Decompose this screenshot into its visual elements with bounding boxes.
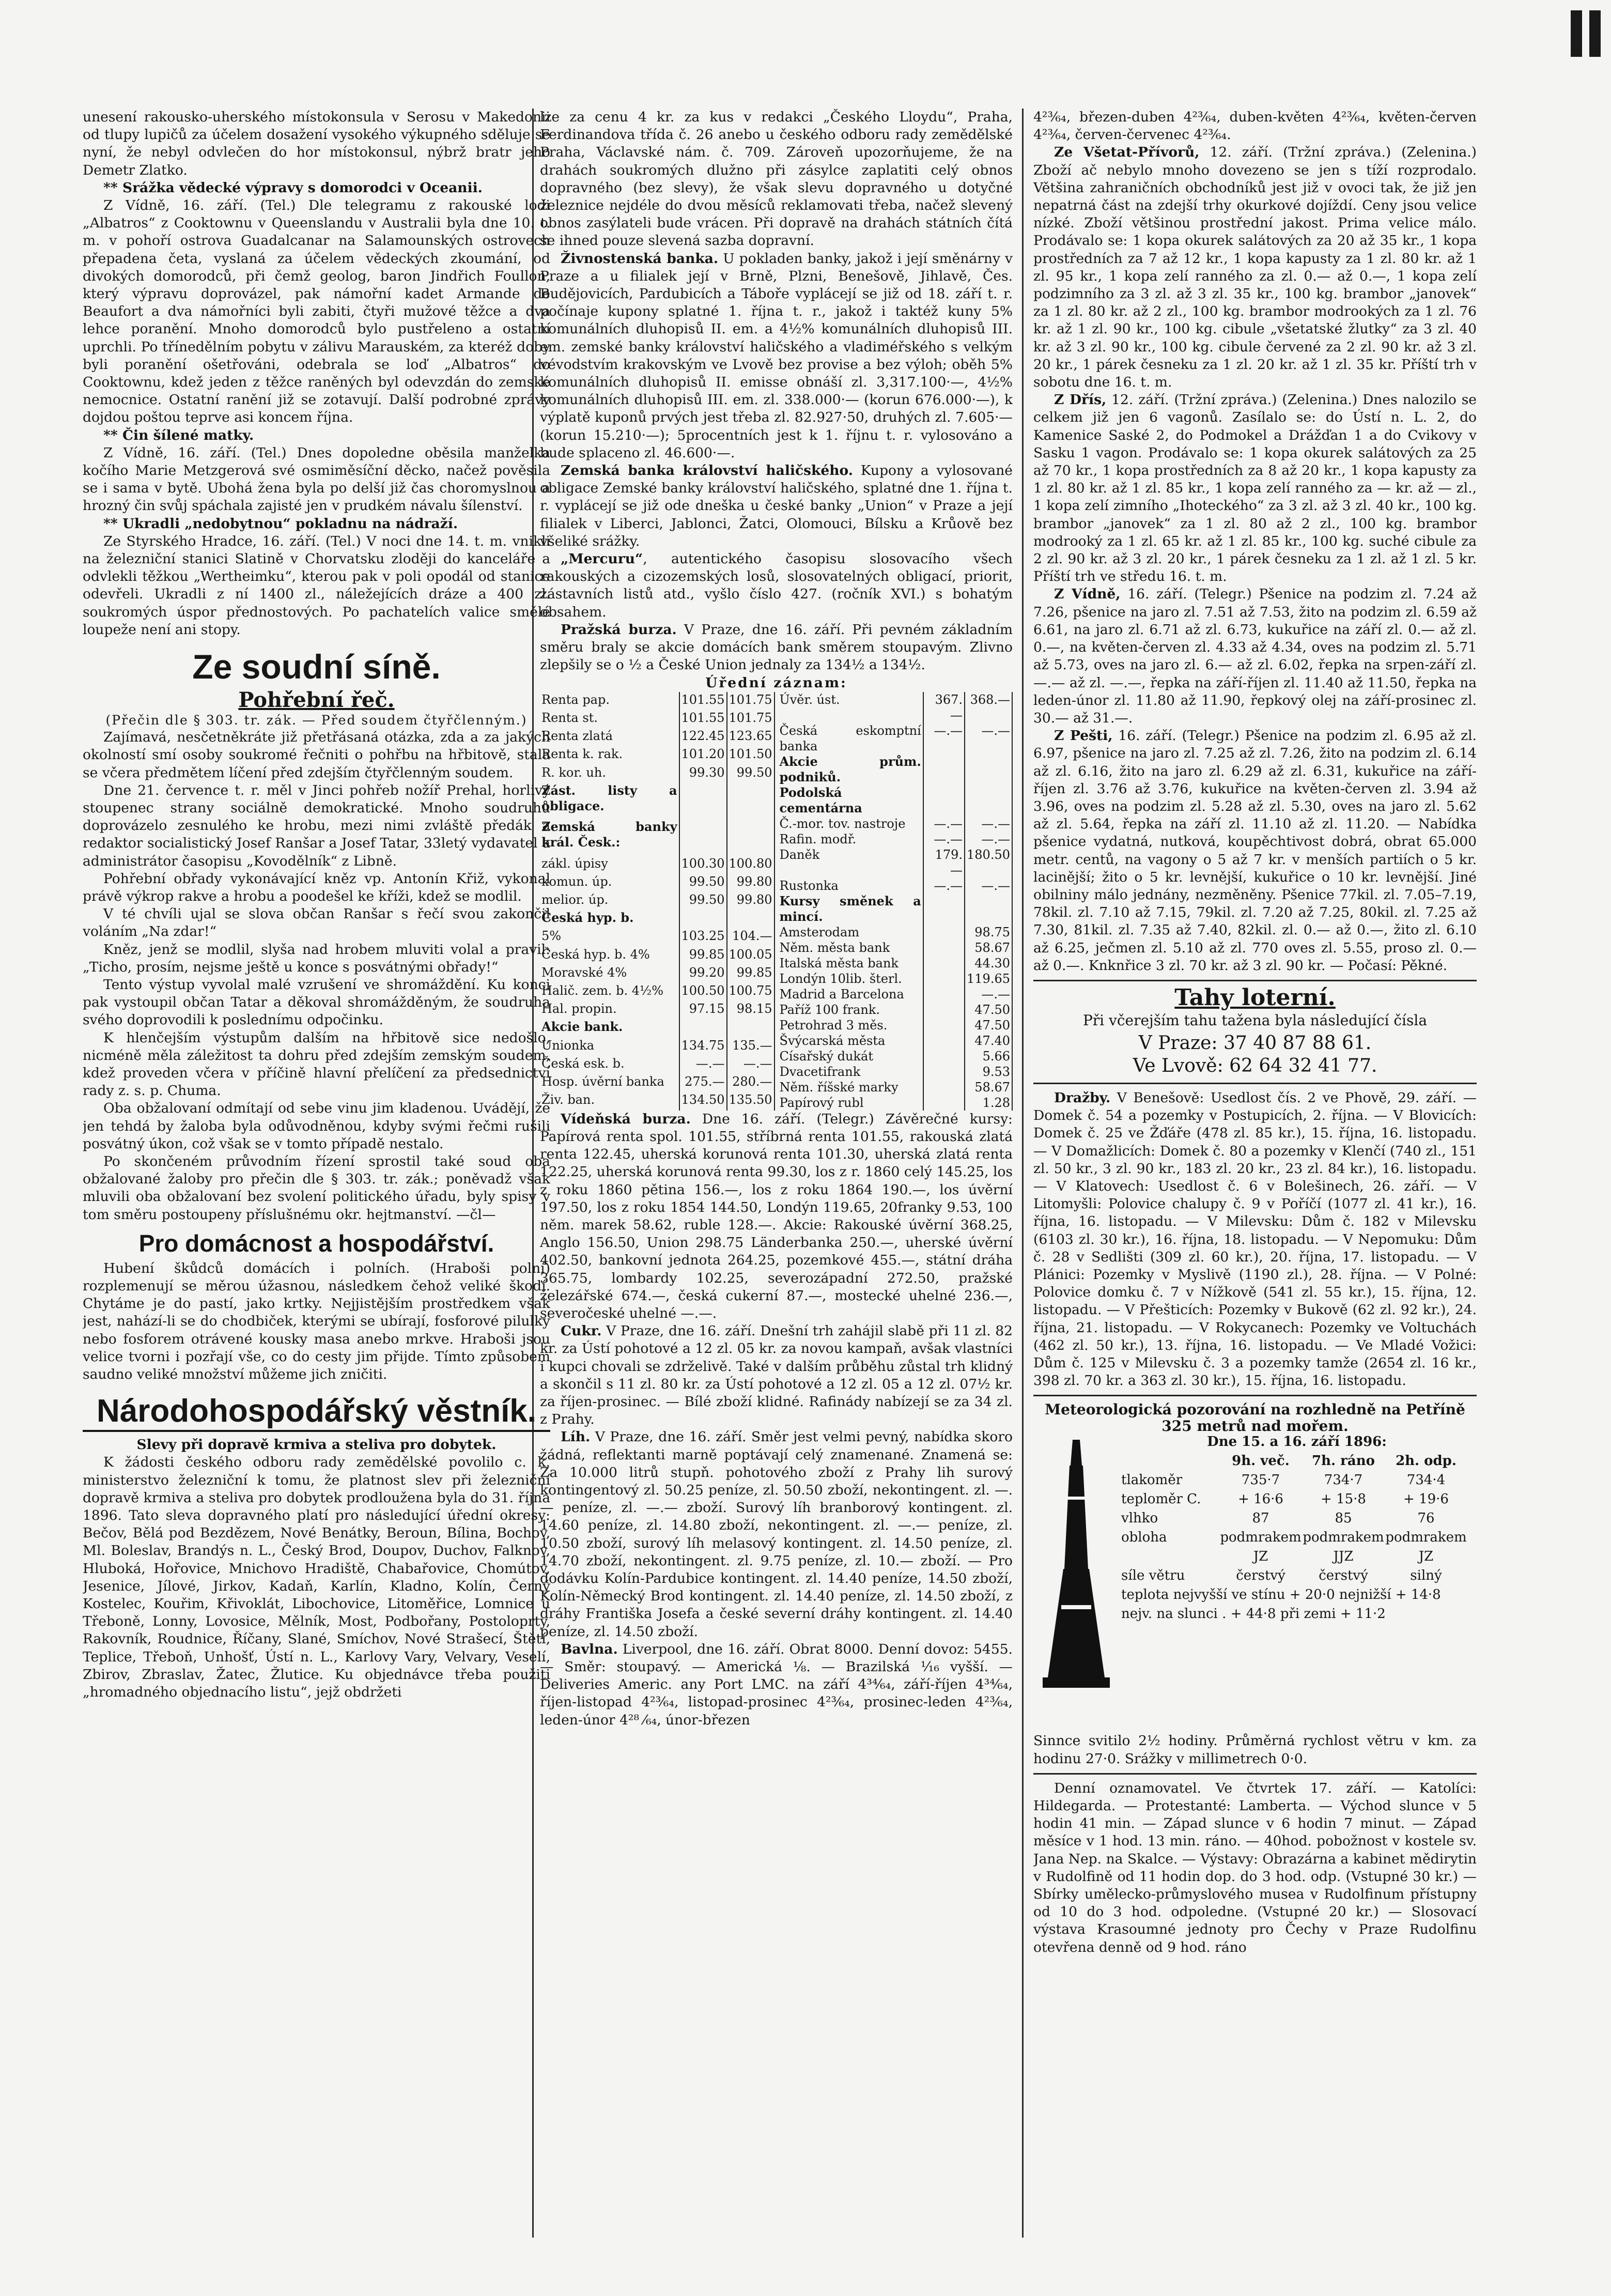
meteo-label: vlhko [1121, 1511, 1158, 1527]
meteo-header-row [1121, 1452, 1473, 1471]
quote-value [923, 1080, 965, 1095]
article-text: unesení rakousko-uherského místokonsula v Serosu v Makedonii od tlupy lupičů za účelem dosažení vysokého výkupného sděluje se nyní, že nebyl odvlečen do hor místokonsul, nýbrž bratr jeho Demetr Zlatko. [83, 109, 550, 178]
quote-value: 47.50 [965, 1018, 1012, 1033]
quote-value [923, 924, 965, 940]
article-text: V Benešově: Usedlost čís. 2 ve Phově, 29. září. — Domek č. 54 a pozemky v Postupicích, 2. října. — V Blovicích: Domek č. 25 ve Žďáře (478 zl. 85 kr.), 15. října, 16. listopadu. — V Domažlicích: Domek č. 80 a pozemky v Klenčí (740 zl., 151 zl. 50 kr., 3 zl. 90 kr., 183 zl. 20 kr., 23 zl. 84 kr.), 16. listopadu. — V Klatovech: Usedlost č. 6 v Bolešinech, 26. září. — V Litomyšli: Polovice chalupy č. 9 v Poříčí (1077 zl. 41 kr.), 16. října, 16. listopadu. — V Milevsku: Dům č. 182 v Milevsku (6103 zl. 30 kr.), 16. října, 18. listopadu. — V Nepomuku: Dům č. 28 v Sedlišti (309 zl. 60 kr.), 20. října, 17. listopadu. — V Plánici: Pozemky v Myslivě (1190 zl.), 28. října. — V Polné: Polovice domku č. 7 v Nížkově (541 zl. 55 kr.), 15. října, 12. listopadu. — V Přešticích: Pozemky v Bukově (62 zl. 92 kr.), 24. října, 21. listopadu. — V Rokycanech: Pozemky ve Voltuchách (462 zl. 50 kr.), 13. října, 16. listopadu. — Ve Mladé Vožici: Dům č. 125 v Milevsku č. 3 a pozemky tamže (2654 zl. 16 kr., 398 zl. 70 kr. a 363 zl. 30 kr.), 15. října, 16. listopadu. [1033, 1089, 1477, 1389]
quote-label: Hosp. úvěrní banka [540, 1074, 679, 1092]
quote-row [540, 892, 774, 910]
quote-value [923, 987, 965, 1002]
meteo-value: silný [1410, 1568, 1442, 1584]
article-text: lze za cenu 4 kr. za kus v redakci „Českého Lloydu“, Praha, Ferdinandova třída č. 26 anebo u českého odboru rady zemědělské Praha, Václavské nám. č. 709. Zároveň upozorňujeme, že na drahách soukromých dlužno při zásylce zaplatiti celý obnos dopravného (bez slevy), že však slevu dopravného u dotyčné železnice nejdéle do dvou měsíců reklamovati třeba, načež slevený obnos zasýlateli bude vrácen. Při dopravě na drahách státních čítá se ihned pouze slevená sazba dopravní. [540, 109, 1013, 249]
quote-label: komun. úp. [540, 874, 679, 892]
quote-value: 119.65 [965, 971, 1012, 987]
article-text: V té chvíli ujal se slova občan Ranšar s řečí svou zakončil voláním „Na zdar!“ [83, 906, 550, 940]
quote-value: —.— [923, 723, 965, 754]
quote-label: Česká hyp. b. [540, 910, 679, 928]
article-text: Ze Styrského Hradce, 16. září. (Tel.) V noci dne 14. t. m. vnikli na železniční stanici Slatině v Chorvatsku zloději do kanceláře a odvlekli těžkou „Wertheimku“, kterou pak v poli opodál od stanice odevřeli. Ukradli z ní 1400 zl., náležejících dráze a 400 zl. soukromých úspor přednostových. Po pachatelích valice smělé loupeže není ani stopy. [83, 533, 550, 638]
quote-label: Podolská cementárna [778, 785, 923, 816]
quote-label: Akcie prům. podniků. [778, 754, 923, 785]
lottery-row: Ve Lvově: 62 64 32 41 77. [1133, 1055, 1377, 1076]
quote-value: 368.— [965, 692, 1012, 723]
quote-value [923, 754, 965, 785]
section-divider [1033, 1395, 1477, 1396]
article-headline: ** Srážka vědecké výpravy s domorodci v Oceanii. [103, 179, 483, 196]
quote-value: 47.40 [965, 1033, 1012, 1049]
quote-value: —.— [923, 831, 965, 847]
meteo-value: 85 [1335, 1511, 1352, 1527]
quote-row [540, 710, 774, 728]
quote-value: 97.15 [679, 1001, 727, 1019]
quote-row [778, 847, 1013, 878]
quote-value [679, 1019, 727, 1037]
meteo-header-cell: 9h. več. [1232, 1453, 1290, 1469]
article-text: K hlenčejším výstupům dalším na hřbitově sice nedošlo, nicméně měla záležitost ta dohru před zdejším zemským soudem, kdež proveden včera v příčině hlavní přelíčení za předsednictví rady z. s. p. Chuma. [83, 1029, 550, 1099]
quote-label: Papírový rubl [778, 1095, 923, 1111]
meteo-date: Dne 15. a 16. září 1896: [1207, 1434, 1387, 1450]
article-text: , autentického časopisu slosovacího všech rakouských a cizozemských losů, slosovatelných obligací, priorit, zástavních listů atd., vyšlo číslo 427. (ročník XVI.) s bohatým obsahem. [540, 551, 1013, 620]
meteo-label: tlakoměr [1121, 1472, 1183, 1488]
quote-label: Renta k. rak. [540, 746, 679, 764]
lottery-rows [1033, 1032, 1477, 1077]
quote-label: Petrohrad 3 měs. [778, 1018, 923, 1033]
article-text: V Praze, dne 16. září. Směr jest velmi pevný, nabídka skoro žádná, reflektanti marně poptávají celý znamenané. Znamená se: Za 10.000 litrů stupň. pohotového zboží z Prahy lih surový kontingentový zl. 50.25 peníze, zl. 50.50 zboží, nekontingent. zl. —.— peníze, zl. —.— zboží. Surový líh branborový kontingent. zl. 14.60 peníze, zl. 14.80 zboží, nekontingent. zl. —.— peníze, zl. 10.50 zboží, surový líh melasový kontingent. zl. 14.50 peníze, zl. 14.70 zboží, nekontingent. zl. 9.75 peníze, zl. 10.— zboží. — Pro dodávku Kolín-Pardubice kontingent. zl. 14.40 peníze, 14.50 zboží, Kolín-Německý Brod kontingent. zl. 14.40 peníze, zl. 14.50 zboží, z dráhy Františka Josefa a české severní dráhy kontingent. zl. 14.40 peníze, zl. 14.50 zboží. [540, 1429, 1013, 1640]
quote-value [923, 1064, 965, 1080]
quote-label: 5% [540, 928, 679, 946]
meteo-value: + 15·8 [1321, 1491, 1366, 1507]
quote-label: Zást. listy a obligace. [540, 783, 679, 819]
article-text: Z Vídně, 16. září. (Tel.) Dnes dopoledne oběsila manželka kočího Marie Metzgerová své osmiměsíční děcko, načež pověsila se i sama v bytě. Ubohá žena byla po delší již čas choromyslnou a hrozný čin svůj spáchala zajisté jen v prudkém návalu šílenství. [83, 444, 550, 514]
quote-value: 99.30 [679, 765, 727, 783]
quote-value [727, 910, 774, 928]
quote-label: Česká esk. b. [540, 1056, 679, 1074]
quote-value: —.— [965, 878, 1012, 893]
quote-value [923, 1049, 965, 1064]
lottery-title: Tahy loterní. [1174, 984, 1336, 1011]
article-text: 4²³⁄₆₄, březen-duben 4²³⁄₆₄, duben-květen 4²³⁄₆₄, květen-červen 4²³⁄₆₄, červen-červenec 4²³⁄₆₄. [1033, 109, 1477, 143]
article-text: Pohřební obřady vykonávající kněz vp. Antonín Křiž, vykonal právě výkrop rakve a hrobu a poodešel ke kříži, kdež se modlil. [83, 870, 550, 904]
meteo-label [1121, 1547, 1219, 1566]
quote-row [540, 1074, 774, 1092]
article-headline: Vídeňská burza. [561, 1111, 691, 1127]
quote-row [778, 1080, 1013, 1095]
section-title-court: Ze soudní síně. [192, 648, 441, 686]
quote-value: 135.50 [727, 1092, 774, 1111]
quote-row [540, 765, 774, 783]
quote-row [778, 692, 1013, 723]
article-headline: Pražská burza. [561, 621, 677, 638]
quote-label: Halič. zem. b. 4½% [540, 983, 679, 1001]
quote-value: 100.50 [679, 983, 727, 1001]
quote-value: 9.53 [965, 1064, 1012, 1080]
quote-label: Unionka [540, 1038, 679, 1056]
quote-row [540, 728, 774, 746]
section-divider [1033, 1083, 1477, 1084]
quote-row [778, 1002, 1013, 1018]
article-headline: ** Čin šílené matky. [103, 427, 254, 443]
quote-label: Úvěr. úst. [778, 692, 923, 723]
quote-row [540, 983, 774, 1001]
article-text: 16. září. (Telegr.) Pšenice na podzim zl. 7.24 až 7.26, pšenice na jaro zl. 7.51 až 7.53, žito na podzim zl. 6.59 až 6.61, na jaro zl. 6.71 až zl. 6.73, kukuřice na září zl. 0.— až zl. 0.—, na květen-červen zl. 4.33 až 4.34, oves na podzim zl. 5.71 až 5.73, oves na jaro zl. 6.— až zl. 6.02, řepka na srpen-září zl. —.— až zl. —.—, řepka na září-říjen zl. 11.40 až 11.50, řepka na leden-únor zl. 11.80 až 11.90, řepkový olej na září-prosinec zl. 30.— až 31.—. [1033, 586, 1477, 726]
article-text: Liverpool, dne 16. září. Obrat 8000. Denní dovoz: 5455. — Směr: stoupavý. — Americká ⅛. — Brazilská ¹⁄₁₆ vyšší. — Deliveries Americ. any Port LMC. na září 4³⁴⁄₆₄, září-říjen 4³⁴⁄₆₄, říjen-listopad 4²³⁄₆₄, listopad-prosinec 4²³⁄₆₄, prosinec-leden 4²³⁄₆₄, leden-únor 4²⁸ ⁄₆₄, únor-březen [540, 1641, 1013, 1728]
meteo-row [1121, 1547, 1473, 1566]
quote-row [778, 893, 1013, 924]
quote-value [923, 956, 965, 971]
quote-value: 58.67 [965, 1080, 1012, 1095]
meteo-value: podmrakem [1385, 1530, 1467, 1546]
quote-value: 134.75 [679, 1038, 727, 1056]
article-text: 12. září. (Tržní zpráva.) (Zelenina.) Zboží ač nebylo mnoho dovezeno se jen s tíží rozprodalo. Většina zahraničních obchodníků jest již v ovoci tak, že již jen nepatrná část na zdejší trhy okurkové dojíždí. Ceny jsou velice nízké. Zboží většinou prostřední jakost. Prima velice málo. Prodávalo se: 1 kopa okurek salátových za 20 až 35 kr., 1 kopa prostředních za 7 až 12 kr., 1 kopa kapusty za 1 zl. 80 kr. až 1 zl. 95 kr., 1 kopa zelí ranného za zl. 0.— až 0.—, 1 kopa zelí podzimního za 3 zl. až 3 zl. 35 kr., 100 kg. brambor „janovek“ za 1 zl. 80 kr. až 2 zl., 100 kg. brambor modrookých za 1 zl. 76 kr. až 1 zl. 90 kr., 100 kg. cibule „všetatské žlutky“ za 3 zl. 40 kr. až 3 zl. 90 kr., 100 kg. cibule červené za 2 zl. 90 kr. až 3 zl. 20 kr., 1 párek česneku za 1 zl. 20 kr. až 1 zl. 35 kr. Příští trh v sobotu dne 16. t. m. [1033, 144, 1477, 391]
quote-row [540, 1092, 774, 1111]
article-headline: Ze Všetat-Přívorů, [1054, 144, 1200, 161]
quote-row [778, 1064, 1013, 1080]
quote-row [540, 947, 774, 965]
article-headline: Zemská banka království haličského. [561, 463, 853, 479]
quote-label: Daněk [778, 847, 923, 878]
quote-value: 100.80 [727, 856, 774, 874]
quotes-table-title: Úřední záznam: [705, 674, 847, 691]
quote-row [778, 754, 1013, 785]
article-text: Dne 16. září. (Telegr.) Závěrečné kursy: Papírová renta spol. 101.55, stříbrná renta 101.55, rakouská zlatá renta 122.45, uherská korunová renta 101.30, uherská zlatá renta 122.25, uherská korunová renta 99.30, los z r. 1860 celý 145.25, los z roku 1860 pětina 156.—, los z roku 1864 190.—, los úvěrní 197.50, los z roku 1854 144.50, Londýn 119.65, 20franky 9.53, 100 něm. marek 58.62, ruble 128.—. Akcie: Rakouské úvěrní 368.25, Anglo 156.50, Union 298.75 Länderbanka 250.—, uherské úvěrní 402.50, bankovní jednota 264.25, pozemkové 455.—, státní dráha 365.75, lombardy 102.25, severozápadní 272.50, pražské železářské 674.—, česká cukerní 87.—, mostecké uhelné 236.—, severočeské uhelné —.—. [540, 1111, 1013, 1321]
meteo-row [1121, 1509, 1473, 1528]
column-3 [1033, 109, 1477, 2238]
quote-row [540, 874, 774, 892]
quote-row [778, 816, 1013, 831]
quote-label: Paříž 100 frank. [778, 1002, 923, 1018]
quote-label: zákl. úpisy [540, 856, 679, 874]
quote-label: Něm. říšské marky [778, 1080, 923, 1095]
article-headline: ** Ukradli „nedobytnou“ pokladnu na nádraží. [103, 515, 458, 532]
quote-value: —.— [727, 1056, 774, 1074]
meteo-value: čerstvý [1319, 1568, 1368, 1584]
article-headline: Líh. [561, 1429, 591, 1445]
subsection-title: Pohřební řeč. [238, 688, 395, 713]
quote-label: Italská města bank [778, 956, 923, 971]
quote-value: 98.15 [727, 1001, 774, 1019]
quote-value [679, 783, 727, 819]
quote-value [923, 940, 965, 956]
article-headline: Živnostenská banka. [561, 250, 719, 267]
meteo-value: podmrakem [1220, 1530, 1302, 1546]
quote-value: 99.85 [727, 965, 774, 983]
article-headline: Dražby. [1054, 1089, 1111, 1106]
article-text: V Praze, dne 16. září. Při pevném základním směru braly se akcie domácích bank směrem stoupavým. Zlivno zlepšily se o ½ a České Union jednaly za 134½ a 134½. [540, 621, 1013, 673]
quote-label: Č.-mor. tov. nastroje [778, 816, 923, 831]
meteo-value: + 19·6 [1403, 1491, 1449, 1507]
column-1 [83, 109, 550, 2238]
quote-label: Renta pap. [540, 692, 679, 710]
quote-row [540, 856, 774, 874]
quote-row [540, 819, 774, 855]
article-text: Denní oznamovatel. Ve čtvrtek 17. září. — Katolíci: Hildegarda. — Protestanté: Lamberta. — Východ slunce v 5 hodin 41 min. — Západ slunce v 6 hodin 7 minut. — Západ měsíce v 1 hod. 13 min. ráno. — 40hod. pobožnost v kostele sv. Jana Nep. na Skalce. — Výstavy: Obrazárna a kabinet mědirytin v Rudolfině od 11 hodin dop. do 3 hod. odp. (Vstupné 30 kr.) — Sbírky umělecko-průmyslového musea v Rudolfinum přístupny od 10 do 3 hod. odpoledne. (Vstupné 20 kr.) — Slosovací výstava Krasoumné jednoty pro Čechy v Praze Rudolfinu otevřena denně od 9 hod. ráno [1033, 1780, 1477, 1955]
quote-value [923, 1095, 965, 1111]
quote-value: —.— [965, 831, 1012, 847]
article-headline: „Mercuru“ [561, 551, 643, 567]
quote-label: Renta st. [540, 710, 679, 728]
meteo-value: čerstvý [1236, 1568, 1285, 1584]
quote-value: 180.50 [965, 847, 1012, 878]
lottery-box [1033, 984, 1477, 1077]
meteo-value: JZ [1253, 1549, 1268, 1565]
quote-label: Rafin. modř. [778, 831, 923, 847]
quote-value: 101.20 [679, 746, 727, 764]
section-title-economy: Národohospodářský věstník. [83, 1393, 550, 1432]
quote-value: 99.80 [727, 874, 774, 892]
meteo-rows [1121, 1471, 1473, 1585]
quote-label: Amsterodam [778, 924, 923, 940]
article-headline: Bavlna. [561, 1641, 618, 1657]
quote-label: Renta zlatá [540, 728, 679, 746]
quote-label: Kursy směnek a mincí. [778, 893, 923, 924]
article-text: 16. září. (Telegr.) Pšenice na podzim zl. 6.95 až zl. 6.97, pšenice na jaro zl. 7.25 až zl. 7.26, žito na podzim zl. 6.14 až zl. 6.16, žito na jaro zl. 6.29 až zl. 6.31, kukuřice na září-říjen zl. 3.76 až 3.76, kukuřice na květen-červen zl. 3.94 až 3.96, oves na podzim zl. 5.28 až zl. 5.30, oves na jaro zl. 5.62 až zl. 5.64, řepka na září zl. 11.10 až zl. 11.20. — Nabídka pšenice vydatná, nutková, koupěchtivost dobrá, obrat 65.000 metr. centů, na vagony o 5 až 7 kr. v menších partiích o 5 kr. lacinější; žito o 5 kr. levnější, kukuřice o 10 kr. levnější. Jiné obilniny málo jednány, nezměněny. Pšenice 77kil. zl. 7.05–7.19, 78kil. zl. 7.10 až 7.15, 79kil. zl. 7.20 až 7.25, 80kil. zl. 7.25 až 7.30, 81kil. zl. 7.35 až 7.40, 82kil. zl. 0.— až 0.—, žito zl. 6.10 až 6.25, ječmen zl. 5.10 až zl. 770 oves zl. 5.55, proso zl. 0.— až 0.—. Knknřice 3 zl. 70 kr. až 3 zl. 90 kr. — Počasí: Pěkné. [1033, 728, 1477, 974]
article-text: V Praze, dne 16. září. Dnešní trh zahájil slabě při 11 zl. 82 kr. za Ústí pohotové a 12 zl. 05 kr. za novou kampaň, avšak vlastníci i kupci chovali se zdrželivě. Také v dalším průběhu zůstal trh klidný a skončil s 11 zl. 80 kr. za Ústí pohotové a 12 zl. 05 a 12 zl. 07½ kr. za říjen-prosinec. — Bílé zboží klidné. Rafinády nabízejí se za 34 zl. z Prahy. [540, 1323, 1013, 1428]
article-text: K žádosti českého odboru rady zemědělské povolilo c. k. ministerstvo železniční k tomu, že platnost slev při železniční dopravě krmiva a steliva pro dobytek prodloužena byla do 31. října 1896. Tato sleva dopravného platí pro následující úřední okresy: Bečov, Bělá pod Bezdězem, Nové Benátky, Beroun, Bílina, Bochov, Ml. Boleslav, Brandýs n. L., Český Brod, Doupov, Duchov, Falknov, Hluboká, Hořovice, Mnichovo Hradiště, Chabařovice, Chomútov, Jesenice, Jílové, Jirkov, Kadaň, Karlín, Kladno, Kolín, Černý Kostelec, Kouřim, Křivoklát, Libochovice, Litoměřice, Lomnice u Třeboně, Lonny, Lovosice, Mělník, Most, Podbořany, Postoloprty, Rakovník, Roudnice, Říčany, Slané, Smíchov, Nové Strašecí, Štětí, Teplice, Třeboň, Unhošť, Ústí n. L., Karlovy Vary, Velvary, Veselí, Zbirov, Zbraslav, Žatec, Žlutice. Ku objednávce třeba použiti „hromadného objednacího listu“, jejž obdržeti [83, 1454, 550, 1701]
quote-label: Švýcarská města [778, 1033, 923, 1049]
quote-value: 44.30 [965, 956, 1012, 971]
quote-value: 135.— [727, 1038, 774, 1056]
article-text: Z Vídně, 16. září. (Tel.) Dle telegramu z rakouské lodi „Albatros“ z Cooktownu v Queenslandu v Australii byla dne 10. t. m. v pohoří ostrova Guadalcanar na Salamounských ostrovech přepadena četa, vyslaná za účelem vědeckých zkoumání, od divokých domorodců, při čemž geolog, baron Jindřich Foullon, který výpravu doprovázel, pak námořní kadet Armande de Beaufort a dva námořníci byli zabiti, čtyři mužové těžce a dva lehce poranění. Mnoho domorodců bylo pustřeleno a ostatní uprchli. Po třínedělním pobytu v zálivu Marauském, za kteréž doby byli poranění ošetřováni, odebrala se loď „Albatros“ do Cooktownu, kdež jeden z těžce raněných byl odevzdán do zemské nemocnice. Ostatní ranění již se zotavují. Další podrobné zprávy dojdou poštou teprve asi koncem října. [83, 197, 550, 426]
meteo-note: teplota nejvyšší ve stínu + 20·0 nejnižší + 14·8 [1121, 1587, 1441, 1603]
article-text: Hubení škůdců domácích i polních. (Hraboši polní) rozplemenují se měrou úžasnou, následkem čehož veliké škodí. Chytáme je do pastí, jako krtky. Nejjistějším prostředkem však jest, nahází-li se do chodbiček, kterými se ubírají, fosforové pilulky nebo fosforem otrávené kousky masa anebo mrkve. Hraboši jsou velice tvorni i pozřají vše, co do cesty jim přijde. Tímto způsobem saudno veliké množství můžeme jich zničiti. [83, 1260, 550, 1382]
quote-value [923, 1018, 965, 1033]
column-rule [1022, 109, 1024, 2238]
column-2 [540, 109, 1013, 2238]
quote-value: 99.50 [679, 892, 727, 910]
quote-value [923, 1002, 965, 1018]
quote-value: 98.75 [965, 924, 1012, 940]
quote-row [540, 1001, 774, 1019]
lottery-subtitle: Při včerejším tahu tažena byla následující čísla [1082, 1011, 1428, 1029]
quote-label: Rustonka [778, 878, 923, 893]
article-text: Po skončeném průvodním řízení sprostil také soud oba obžalované žaloby pro přečin dle § 303. tr. zák.; poněvadž však mluvili oba obžalovaní bez svolení politického úřadu, byly spisy v tom směru postoupeny příslušnému okr. hejtmanství. —čl— [83, 1153, 550, 1223]
quote-row [778, 1049, 1013, 1064]
quote-value [727, 783, 774, 819]
quote-value: 58.67 [965, 940, 1012, 956]
quote-value [923, 1033, 965, 1049]
quote-value: 99.80 [727, 892, 774, 910]
quote-row [540, 910, 774, 928]
meteo-summary: Sinnce svitilo 2½ hodiny. Průměrná rychlost větru v km. za hodinu 27·0. Srážky v millimetrech 0·0. [1033, 1733, 1477, 1767]
court-subtitle: (Přečin dle § 303. tr. zák. — Před soudem čtyřčlenným.) [105, 713, 528, 728]
quote-value [727, 1019, 774, 1037]
quote-row [778, 1033, 1013, 1049]
meteo-row [1121, 1490, 1473, 1509]
quote-value: 101.75 [727, 710, 774, 728]
quote-label: Madrid a Barcelona [778, 987, 923, 1002]
lottery-row: V Praze: 37 40 87 88 61. [1138, 1032, 1372, 1054]
quote-value: 47.50 [965, 1002, 1012, 1018]
quote-value: 99.50 [679, 874, 727, 892]
quote-value: 280.— [727, 1074, 774, 1092]
quote-label: melior. úp. [540, 892, 679, 910]
quote-label: Něm. města bank [778, 940, 923, 956]
meteo-label: teploměr C. [1121, 1491, 1201, 1507]
meteo-value: podmrakem [1303, 1530, 1384, 1546]
quote-label: Česká eskomptní banka [778, 723, 923, 754]
article-text: Zajímavá, nesčetněkráte již přetřásaná otázka, zda a za jakých okolností smí osoby soukromé řečniti o pohřbu na hřbitově, stala se včera předmětem líčení před zdejším čtyřčlenným soudem. [83, 729, 550, 781]
quote-value: 101.50 [727, 746, 774, 764]
quote-row [540, 746, 774, 764]
quotes-table-right [778, 692, 1013, 1111]
article-text: U pokladen banky, jakož i její směnárny v Praze a u filialek její v Brně, Plzni, Benešově, Jihlavě, Čes. Budějovicích, Pardubicích a Táboře vyplácejí se již od 18. září t. r. počínaje kupony splatné 1. října t. r., jakož i taktéž kuny 5% komunálních dluhopisů II. em. a 4½% komunálních dluhopisů III. em. zemské banky království haličského a vladiméřského s velkým vévodstvím krakovským ve Lvově bez provise a bez výloh; oběh 5% komunálních dluhopisů II. emisse obnáší zl. 3,317.100·—, 4½% komunálních dluhopisů III. em. zl. 338.000·— (korun 676.000·—), k výplatě kuponů prvých jest třeba zl. 82.927·50, druhých zl. 7.605·— (korun 15.210·—); 5procentních jest k 1. říjnu t. r. vylosováno a bude splaceno zl. 46.600·—. [540, 250, 1013, 461]
quote-value [923, 785, 965, 816]
scan-edge-mark [1571, 10, 1582, 57]
meteo-header-cell: 2h. odp. [1396, 1453, 1457, 1469]
quote-row [778, 940, 1013, 956]
quote-value: 5.66 [965, 1049, 1012, 1064]
quote-label: Živ. ban. [540, 1092, 679, 1111]
quote-value: 104.— [727, 928, 774, 946]
meteo-label: síle větru [1121, 1568, 1185, 1584]
quote-value [679, 910, 727, 928]
meteo-value: JJZ [1333, 1549, 1354, 1565]
quote-row [540, 1056, 774, 1074]
quote-value: —.— [679, 1056, 727, 1074]
quote-row [778, 723, 1013, 754]
quote-value: 134.50 [679, 1092, 727, 1111]
quote-value: 103.25 [679, 928, 727, 946]
quote-value: 123.65 [727, 728, 774, 746]
article-text: Kněz, jenž se modlil, slyša nad hrobem mluviti volal a pravil: „Ticho, prosím, nejsme ještě u konce s posvátnými obřady!“ [83, 941, 550, 975]
quote-value: 101.55 [679, 692, 727, 710]
article-headline: Z Dřís, [1054, 392, 1107, 408]
quote-label: Moravské 4% [540, 965, 679, 983]
meteo-value: 734·7 [1324, 1472, 1363, 1488]
article-headline: Z Pešti, [1054, 728, 1113, 744]
quotes-table [540, 692, 1013, 1111]
quote-row [778, 1095, 1013, 1111]
scan-edge-mark [1589, 10, 1601, 57]
quote-value: 100.05 [727, 947, 774, 965]
quote-row [540, 692, 774, 710]
meteo-value: 734·4 [1406, 1472, 1446, 1488]
section-divider [1033, 980, 1477, 981]
quote-label: R. kor. uh. [540, 765, 679, 783]
quote-label: Dvacetifrank [778, 1064, 923, 1080]
quote-value: 100.30 [679, 856, 727, 874]
quote-row [778, 956, 1013, 971]
quote-row [540, 1038, 774, 1056]
quote-value: —.— [923, 878, 965, 893]
article-headline: Slevy při dopravě krmiva a steliva pro dobytek. [136, 1437, 497, 1453]
quote-label: Česká hyp. b. 4% [540, 947, 679, 965]
quote-value: 101.75 [727, 692, 774, 710]
quote-row [778, 878, 1013, 893]
meteo-value: 735·7 [1241, 1472, 1280, 1488]
section-title-home: Pro domácnost a hospodářství. [138, 1229, 494, 1257]
article-text: Oba obžalovaní odmítají od sebe vinu jim kladenou. Uvádějí, že jen tehdá by žaloba byla odůvodněnou, kdyby svými řečmi rušili posvátný úkon, což však se v tomto případě nestalo. [83, 1100, 550, 1152]
quote-value: —.— [923, 816, 965, 831]
quote-value: 179.— [923, 847, 965, 878]
quote-value [965, 754, 1012, 785]
quote-row [778, 971, 1013, 987]
quote-label: Akcie bank. [540, 1019, 679, 1037]
section-divider [1033, 1773, 1477, 1775]
meteo-value: + 16·6 [1238, 1491, 1283, 1507]
quote-label: Císařský dukát [778, 1049, 923, 1064]
quote-value [923, 971, 965, 987]
quote-value: 1.28 [965, 1095, 1012, 1111]
petrin-tower-image [1037, 1435, 1115, 1693]
quote-row [778, 987, 1013, 1002]
meteo-title: Meteorologická pozorování na rozhledně na Petříně 325 metrů nad mořem. [1045, 1401, 1465, 1435]
meteo-value: JZ [1418, 1549, 1434, 1565]
quote-value [923, 893, 965, 924]
meteo-box [1033, 1401, 1477, 1732]
quote-row [540, 783, 774, 819]
article-headline: Cukr. [561, 1323, 602, 1339]
quote-label: Hal. propin. [540, 1001, 679, 1019]
quote-label: Zemská banky král. Česk.: [540, 819, 679, 855]
quote-value: —.— [965, 816, 1012, 831]
quote-value: 100.75 [727, 983, 774, 1001]
quote-value: —.— [965, 987, 1012, 1002]
meteo-header-cell: 7h. ráno [1312, 1453, 1375, 1469]
meteo-value: 87 [1252, 1511, 1269, 1527]
quote-row [778, 924, 1013, 940]
quote-value: 101.55 [679, 710, 727, 728]
quote-value [965, 785, 1012, 816]
quote-value: —.— [965, 723, 1012, 754]
quotes-table-left [540, 692, 775, 1111]
quote-value: 275.— [679, 1074, 727, 1092]
quote-row [778, 831, 1013, 847]
quote-value: 122.45 [679, 728, 727, 746]
quote-value: 99.85 [679, 947, 727, 965]
meteo-header-spacer [1121, 1452, 1219, 1471]
quote-value: 99.50 [727, 765, 774, 783]
quote-row [540, 928, 774, 946]
meteo-table [1121, 1432, 1473, 1624]
quote-row [778, 785, 1013, 816]
meteo-row [1121, 1528, 1473, 1547]
meteo-row [1121, 1566, 1473, 1585]
quote-row [540, 1019, 774, 1037]
quote-value: 367.— [923, 692, 965, 723]
meteo-note: nejv. na slunci . + 44·8 při zemi + 11·2 [1121, 1606, 1386, 1622]
quote-value [727, 819, 774, 855]
quote-value [679, 819, 727, 855]
article-text: 12. září. (Tržní zpráva.) (Zelenina.) Dnes nalozilo se celkem již jen 6 vagonů. Zasílalo se: do Ústí n. L. 2, do Kamenice Saské 2, do Podmokel a Drážďan 1 a do Cvikovy v Sasku 1 vagon. Prodávalo se: 1 kopa okurek salátových za 25 až 70 kr., 1 kopa prostředních za 8 až 20 kr., 1 kopa kapusty za 1 zl. 80 kr. až 1 zl. 85 kr., 1 kopa zelí ranného za — kr. až — zl., 1 kopa zelí zimního „Ihoteckého“ za 3 zl. až 3 zl. 40 kr., 100 kg. brambor „janovek“ za 1 zl. 80 až 2 zl., 100 kg. brambor modrooký za 1 zl. 65 kr. až 1 zl. 85 kr., 100 kg. suché cibule za 2 zl. 90 kr. až 3 zl. 20 kr., 1 párek česneku za 1 zl. až 1 zl. 5 kr. Příští trh ve středu 16. t. m. [1033, 392, 1477, 585]
quote-value: 99.20 [679, 965, 727, 983]
article-headline: Z Vídně, [1054, 586, 1121, 603]
quote-row [778, 1018, 1013, 1033]
article-text: Kupony a vylosované obligace Zemské banky království haličského, splatné dne 1. října t. r. vyplácejí se již ode dneška u české banky „Union“ v Praze a její filialek v Liberci, Jablonci, Žatci, Olomouci, Bílsku a Krůově bez všeliké srážky. [540, 463, 1013, 549]
quote-value [965, 893, 1012, 924]
quote-row [540, 965, 774, 983]
quote-label: Londýn 10lib. šterl. [778, 971, 923, 987]
meteo-label: obloha [1121, 1530, 1167, 1546]
article-text: Dne 21. července t. r. měl v Jinci pohřeb nožíř Prehal, horlivý stoupenec strany sociálně demokratické. Mnoho soudruhů doprovázelo zesnulého ke hrobu, mezi nimi zvláště předák a redaktor socialistický Josef Ranšar a Josef Tatar, 33letý vydavatel a administrátor časopisu „Kovodělník“ z Libně. [83, 782, 550, 869]
article-text: Tento výstup vyvolal malé vzrušení ve shromáždění. Ku konci pak vystoupil občan Tatar a děkoval shromážděným, že soudruha svého doprovodili k poslednímu odpočinku. [83, 976, 550, 1028]
meteo-value: 76 [1417, 1511, 1435, 1527]
meteo-row [1121, 1471, 1473, 1490]
